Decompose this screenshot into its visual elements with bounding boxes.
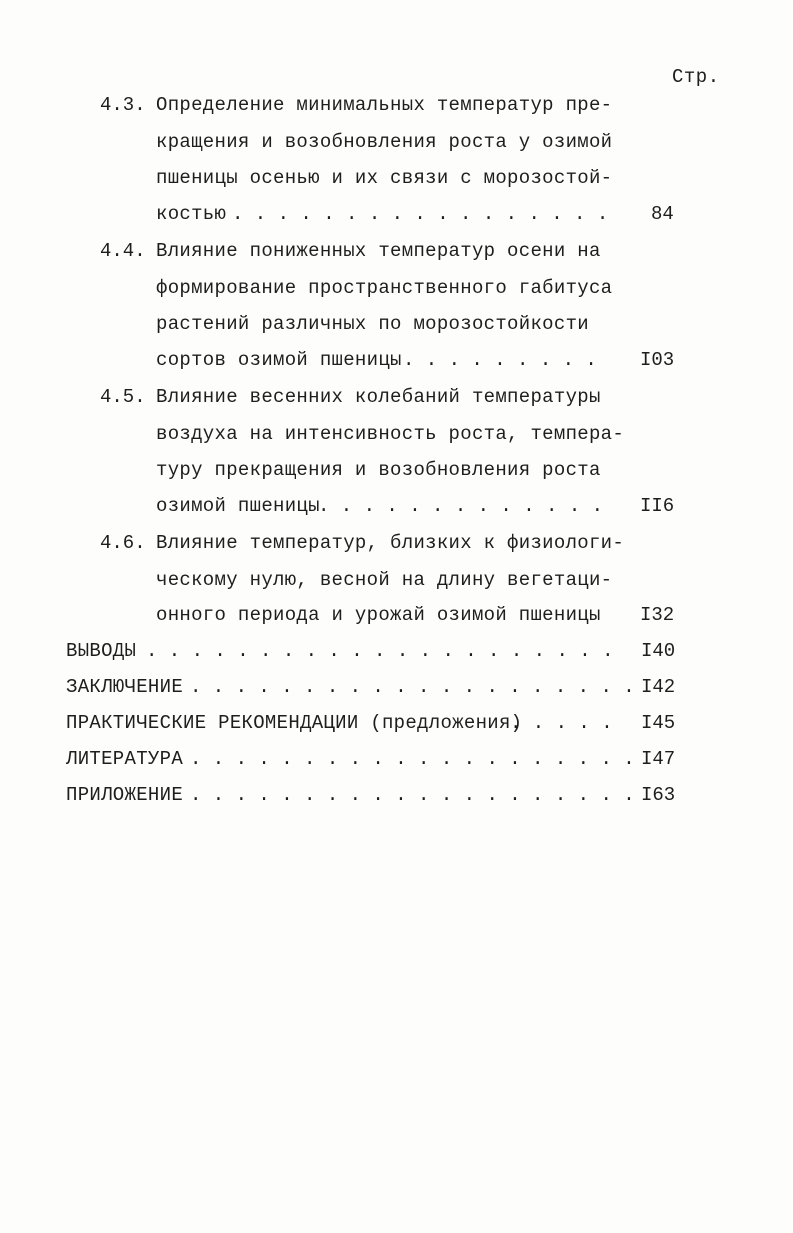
- entry-line: пшеницы осенью и их связи с морозостой-: [156, 167, 613, 189]
- leader-dots: . . . . . . . . . . . . . . . . . . . .: [190, 748, 635, 770]
- entry-line: кращения и возобновления роста у озимой: [156, 131, 613, 153]
- leader-dots: . . . . . . . . . . . . . . . . . . . . .: [146, 640, 614, 662]
- entry-line: онного периода и урожай озимой пшеницы: [156, 604, 601, 626]
- section-title: ПРИЛОЖЕНИЕ: [66, 784, 184, 806]
- leader-dots: . . . . . . . . .: [403, 349, 597, 371]
- entry-line: Влияние температур, близких к физиологи-: [156, 532, 625, 554]
- leader-dots: . . . . . . . . . . . . .: [318, 495, 604, 517]
- entry-line: растений различных по морозостойкости: [156, 313, 589, 335]
- leader-dots: . . . . . . . . . . . . . . . . . . . .: [190, 676, 635, 698]
- entry-line: сортов озимой пшеницы: [156, 349, 402, 371]
- page-number: I45: [641, 712, 676, 734]
- page-number: I40: [641, 640, 676, 662]
- entry-line: озимой пшеницы: [156, 495, 320, 517]
- page-column-header: Стр.: [672, 66, 720, 88]
- leader-dots: . . . . .: [510, 712, 613, 734]
- entry-number: 4.5.: [100, 386, 146, 408]
- entry-line: Влияние весенних колебаний температуры: [156, 386, 601, 408]
- section-title: ЗАКЛЮЧЕНИЕ: [66, 676, 184, 698]
- page-number: I32: [640, 604, 675, 626]
- entry-number: 4.6.: [100, 532, 146, 554]
- entry-line: ческому нулю, весной на длину вегетаци-: [156, 569, 613, 591]
- page-number: I42: [641, 676, 676, 698]
- section-title: ПРАКТИЧЕСКИЕ РЕКОМЕНДАЦИИ (предложения): [66, 712, 523, 734]
- entry-line: туру прекращения и возобновления роста: [156, 459, 601, 481]
- page-number: 84: [651, 203, 674, 225]
- entry-line: Влияние пониженных температур осени на: [156, 240, 601, 262]
- leader-dots: . . . . . . . . . . . . . . . . . . . .: [190, 784, 635, 806]
- page-number: II6: [640, 495, 675, 517]
- leader-dots: . . . . . . . . . . . . . . . . .: [232, 203, 609, 225]
- entry-line: формирование пространственного габитуса: [156, 277, 613, 299]
- entry-number: 4.4.: [100, 240, 146, 262]
- entry-line: Определение минимальных температур пре-: [156, 94, 613, 116]
- page-number: I47: [641, 748, 676, 770]
- page-number: I03: [640, 349, 675, 371]
- section-title: ВЫВОДЫ: [66, 640, 137, 662]
- page-number: I63: [641, 784, 676, 806]
- section-title: ЛИТЕРАТУРА: [66, 748, 184, 770]
- entry-line: воздуха на интенсивность роста, темпера-: [156, 423, 625, 445]
- entry-number: 4.3.: [100, 94, 146, 116]
- entry-line: костью: [156, 203, 227, 225]
